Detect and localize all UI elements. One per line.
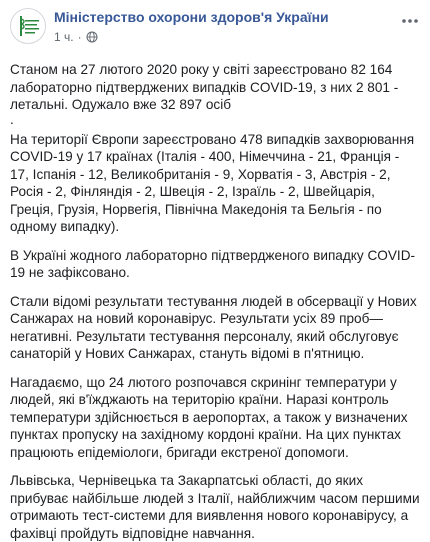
post-meta <box>54 30 329 44</box>
post-header-text <box>54 8 329 44</box>
more-options-button[interactable] <box>400 14 420 28</box>
post-body <box>10 61 420 542</box>
post-paragraph: В Україні жодного лабораторно підтвердженого випадку COVID-19 не зафіксовано. <box>10 247 416 280</box>
post-timestamp[interactable]: 1 ч. <box>54 30 74 44</box>
globe-icon[interactable] <box>86 31 98 43</box>
meta-separator: · <box>77 30 82 44</box>
page-avatar[interactable] <box>10 8 46 44</box>
post-paragraph: Нагадаємо, що 24 лютого розпочався скринінг температури у людей, які в'їжджають на територію країни. Наразі контроль температури здійснюється в аеропортах, а також у визначених пунктах пропуску на західному кордоні країни. На цих пунктах працюють епідеміологи, бригади екстреної допомоги. <box>10 374 408 460</box>
post-paragraph: На території Європи зареєстровано 478 випадків захворювання COVID-19 у 17 країнах (Італія - 400, Німеччина - 21, Франція - 17, Іспанія - 12, Великобританія - 9, Хорватія - 3, Австрія - 2, Росія - 2, Фінляндія - 2, Швеція - 2, Ізраїль - 2, Швейцарія, Греція, Грузія, Норвегія, Північна Македонія та Бельгія - по одному випадку). <box>10 131 415 234</box>
post-paragraph: Стали відомі результати тестування людей в обсервації у Нових Санжарах на новий коронавірус. Результати усіх 89 проб— негативні. Результати тестування персоналу, який обслуговує санаторій у Нових Санжарах, стануть відомі в п'ятницю. <box>10 293 417 361</box>
more-options-icon <box>402 19 418 23</box>
moz-ukraine-logo-icon <box>13 11 43 41</box>
post-header <box>10 8 420 48</box>
post-paragraph: . <box>10 111 14 127</box>
post-paragraph: Львівська, Чернівецька та Закарпатські області, до яких прибуває найбільше людей з Італії, найближчим часом першими отримають тест-системи для виявлення нового коронавірусу, а фахівці пройдуть відповідне навчання. <box>10 473 420 541</box>
post-paragraph: Станом на 27 лютого 2020 року у світі зареєстровано 82 164 лабораторно підтверджених випадків COVID-19, з них 2 801 - летальні. Одужало вже 32 897 осіб <box>10 62 399 112</box>
page-name-link[interactable]: Міністерство охорони здоров'я України <box>54 9 329 25</box>
